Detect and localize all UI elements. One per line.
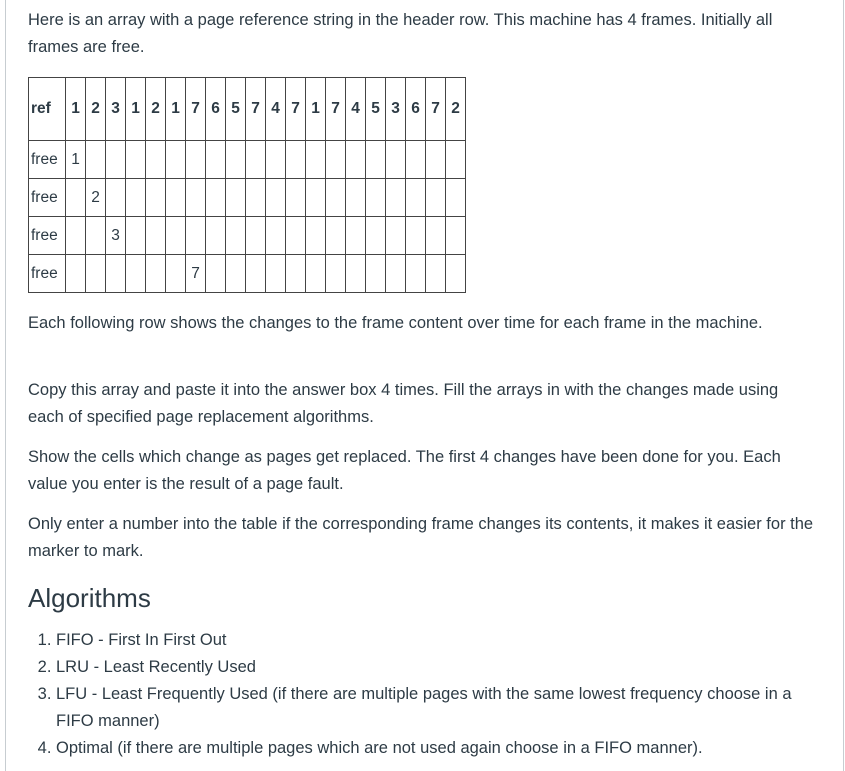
reference-cell: 2: [446, 78, 466, 141]
frame-cell[interactable]: [366, 255, 386, 293]
rows-paragraph: Each following row shows the changes to the frame content over time for each frame in the machine.: [28, 314, 763, 332]
frame-cell[interactable]: [106, 255, 126, 293]
frame-cell[interactable]: [266, 141, 286, 179]
frame-cell[interactable]: [66, 179, 86, 217]
frame-cell[interactable]: [306, 141, 326, 179]
only-enter-paragraph: Only enter a number into the table if the corresponding frame changes its contents, it makes it easier for the marker to mark.: [28, 515, 814, 560]
frame-cell[interactable]: [246, 255, 266, 293]
frame-row: [29, 141, 466, 179]
frame-cell[interactable]: [326, 255, 346, 293]
frame-label: free: [29, 217, 66, 255]
algorithms-list: [28, 627, 826, 762]
frame-cell[interactable]: [226, 217, 246, 255]
reference-row: [29, 78, 466, 141]
frame-cell[interactable]: [306, 217, 326, 255]
frame-cell[interactable]: 2: [86, 179, 106, 217]
frame-cell[interactable]: [86, 217, 106, 255]
reference-cell: 5: [226, 78, 246, 141]
frame-cell[interactable]: [86, 255, 106, 293]
frame-cell[interactable]: [266, 179, 286, 217]
frame-cell[interactable]: [146, 255, 166, 293]
frame-label: free: [29, 179, 66, 217]
reference-cell: 3: [106, 78, 126, 141]
page-reference-table: [28, 77, 466, 293]
frame-cell[interactable]: [446, 141, 466, 179]
reference-cell: 7: [286, 78, 306, 141]
frame-cell[interactable]: [326, 179, 346, 217]
frame-cell[interactable]: [186, 141, 206, 179]
frame-cell[interactable]: [366, 141, 386, 179]
algorithms-heading: Algorithms: [28, 583, 151, 613]
frame-cell[interactable]: [346, 141, 366, 179]
reference-cell: 7: [326, 78, 346, 141]
frame-cell[interactable]: [346, 179, 366, 217]
frame-cell[interactable]: [326, 217, 346, 255]
frame-cell[interactable]: [186, 217, 206, 255]
frame-cell[interactable]: [406, 217, 426, 255]
reference-cell: 3: [386, 78, 406, 141]
frame-cell[interactable]: [246, 141, 266, 179]
reference-cell: 7: [186, 78, 206, 141]
reference-cell: 7: [426, 78, 446, 141]
frame-cell[interactable]: [346, 255, 366, 293]
frame-cell[interactable]: [66, 217, 86, 255]
frame-cell[interactable]: [106, 141, 126, 179]
frame-cell[interactable]: [206, 255, 226, 293]
show-paragraph: Show the cells which change as pages get replaced. The first 4 changes have been done for you. Each value you enter is the result of a page fault.: [28, 448, 781, 493]
frame-cell[interactable]: [406, 179, 426, 217]
frame-cell[interactable]: [226, 255, 246, 293]
frame-cell[interactable]: [166, 141, 186, 179]
copy-paragraph: Copy this array and paste it into the answer box 4 times. Fill the arrays in with the changes made using each of specified page replacement algorithms.: [28, 381, 779, 426]
algorithm-item-fifo: 1. FIFO - First In First Out: [56, 627, 826, 654]
frame-cell[interactable]: [226, 179, 246, 217]
frame-cell[interactable]: [426, 255, 446, 293]
frame-cell[interactable]: [66, 255, 86, 293]
frame-cell[interactable]: [386, 141, 406, 179]
frame-cell[interactable]: [226, 141, 246, 179]
frame-cell[interactable]: [286, 255, 306, 293]
frame-cell[interactable]: [106, 179, 126, 217]
frame-cell[interactable]: [166, 179, 186, 217]
reference-cell: 2: [86, 78, 106, 141]
frame-cell[interactable]: [286, 179, 306, 217]
frame-cell[interactable]: [166, 217, 186, 255]
frame-cell[interactable]: [206, 179, 226, 217]
frame-row: [29, 179, 466, 217]
frame-cell[interactable]: [426, 141, 446, 179]
frame-cell[interactable]: [386, 217, 406, 255]
frame-cell[interactable]: [126, 179, 146, 217]
algorithm-item-lru: 2. LRU - Least Recently Used: [56, 654, 826, 681]
frame-cell[interactable]: [366, 179, 386, 217]
frame-cell[interactable]: [306, 179, 326, 217]
reference-cell: 6: [206, 78, 226, 141]
frame-cell[interactable]: [126, 255, 146, 293]
frame-cell[interactable]: [126, 141, 146, 179]
frame-cell[interactable]: [266, 217, 286, 255]
frame-cell[interactable]: [86, 141, 106, 179]
frame-label: free: [29, 255, 66, 293]
reference-cell: 1: [306, 78, 326, 141]
ref-label: ref: [29, 78, 66, 141]
frame-row: [29, 217, 466, 255]
frame-cell[interactable]: [446, 255, 466, 293]
frame-cell[interactable]: [206, 141, 226, 179]
reference-cell: 2: [146, 78, 166, 141]
frame-cell[interactable]: [446, 217, 466, 255]
frame-cell[interactable]: [446, 179, 466, 217]
frame-cell[interactable]: [346, 217, 366, 255]
frame-cell[interactable]: [406, 255, 426, 293]
frame-cell[interactable]: 3: [106, 217, 126, 255]
algorithm-item-lfu: 3. LFU - Least Frequently Used (if there are multiple pages with the same lowest frequency choose in a FIFO manner): [56, 681, 826, 735]
frame-cell[interactable]: [386, 179, 406, 217]
frame-cell[interactable]: [426, 217, 446, 255]
frame-cell[interactable]: 7: [186, 255, 206, 293]
reference-cell: 6: [406, 78, 426, 141]
frame-label: free: [29, 141, 66, 179]
intro-paragraph: Here is an array with a page reference string in the header row. This machine has 4 frames. Initially all frames are free.: [28, 11, 773, 56]
frame-cell[interactable]: [246, 217, 266, 255]
frame-cell[interactable]: [286, 217, 306, 255]
frame-cell[interactable]: [406, 141, 426, 179]
frame-cell[interactable]: [146, 141, 166, 179]
frame-row: [29, 255, 466, 293]
frame-cell[interactable]: [326, 141, 346, 179]
frame-cell[interactable]: [166, 255, 186, 293]
frame-cell[interactable]: [126, 217, 146, 255]
reference-cell: 4: [346, 78, 366, 141]
frame-cell[interactable]: [306, 255, 326, 293]
frame-cell[interactable]: [146, 217, 166, 255]
reference-cell: 1: [126, 78, 146, 141]
frame-cell[interactable]: [386, 255, 406, 293]
frame-cell[interactable]: [186, 179, 206, 217]
frame-cell[interactable]: [366, 217, 386, 255]
frame-cell[interactable]: [246, 179, 266, 217]
reference-cell: 1: [66, 78, 86, 141]
frame-cell[interactable]: [266, 255, 286, 293]
reference-cell: 4: [266, 78, 286, 141]
frame-cell[interactable]: [206, 217, 226, 255]
reference-cell: 7: [246, 78, 266, 141]
frame-cell[interactable]: [426, 179, 446, 217]
frame-cell[interactable]: 1: [66, 141, 86, 179]
reference-cell: 1: [166, 78, 186, 141]
algorithm-item-optimal: 4. Optimal (if there are multiple pages which are not used again choose in a FIFO manner).: [56, 735, 826, 762]
reference-cell: 5: [366, 78, 386, 141]
frame-cell[interactable]: [146, 179, 166, 217]
frame-cell[interactable]: [286, 141, 306, 179]
